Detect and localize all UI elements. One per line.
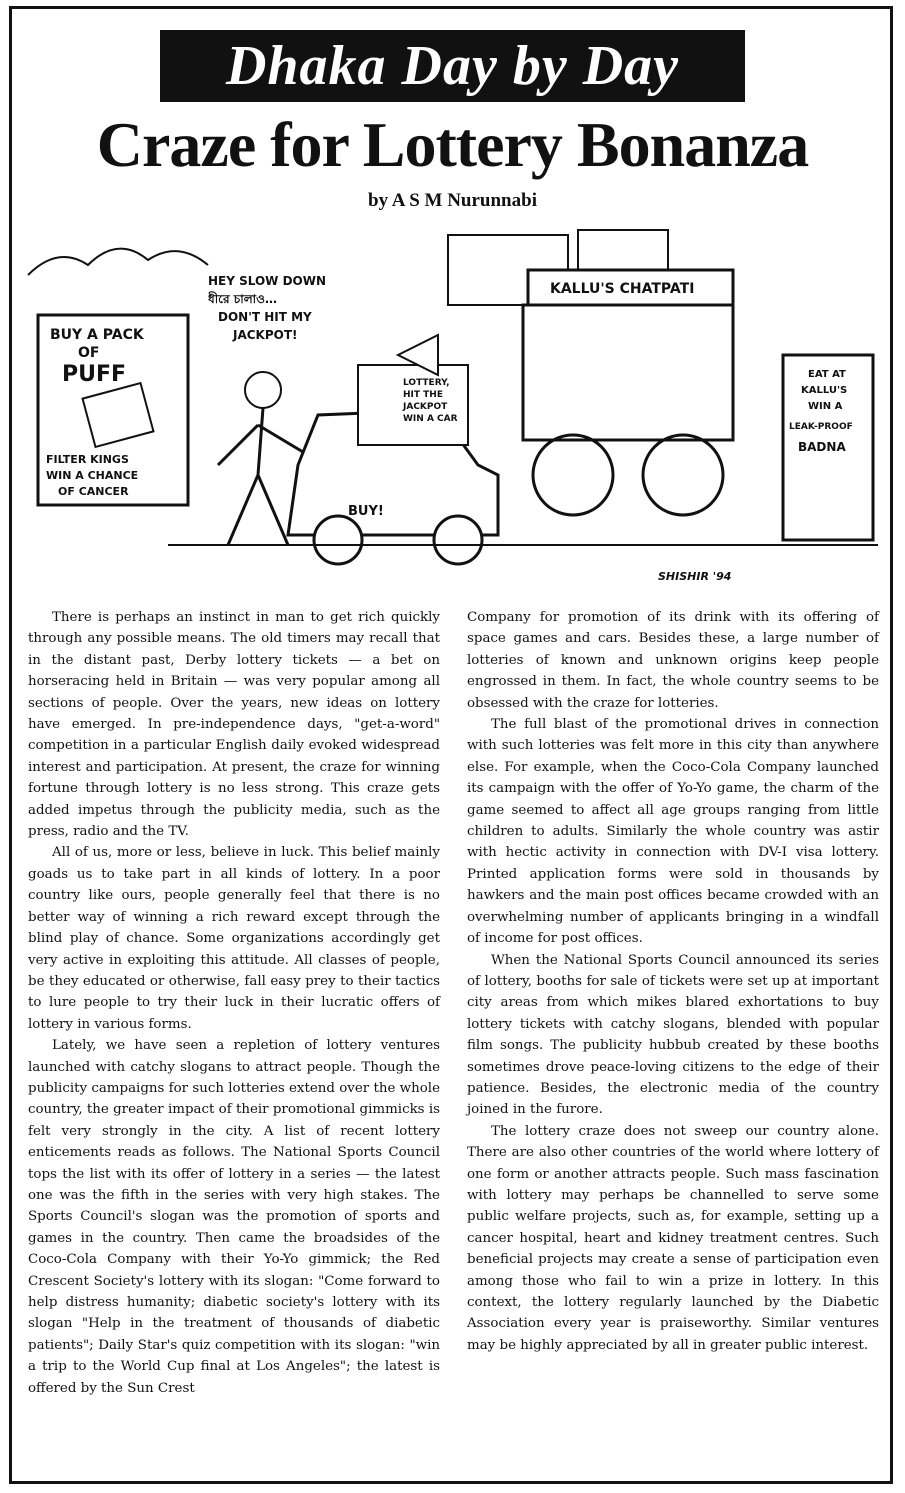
article-column-left	[28, 607, 440, 1399]
car-wheel	[434, 516, 482, 564]
headline: Craze for Lottery Bonanza	[96, 109, 809, 180]
poster-text: EAT AT	[808, 369, 846, 380]
speech-text: JACKPOT!	[233, 328, 298, 342]
poster-text: WIN A CHANCE	[46, 469, 139, 482]
article-paragraph: There is perhaps an instinct in man to get rich quickly through any possible means. The old timers may recall that in the distant past, Derby lottery tickets — a bet on horseracing held in Britain — was very popular among all sections of people. Over the years, new ideas on lottery have emerged. In pre-independence days, "get-a-word" competition in a particular English daily evoked widespread interest and participation. At present, the craze for winning fortune through lottery is no less strong. This craze gets added impetus through the publicity media, such as the press, radio and the TV.	[28, 610, 440, 840]
poster-text: KALLU'S	[801, 385, 848, 396]
poster-text: BUY A PACK	[50, 327, 144, 343]
car-sign-text: LOTTERY,	[403, 378, 450, 388]
article-paragraph: Lately, we have seen a repletion of lottery ventures launched with catchy slogans to attract people. Though the publicity campaigns for such lotteries extend over the whole country, the greater impact of their promotional gimmicks is felt very strongly in the city. A list of recent lottery enticements reads as follows. The National Sports Council tops the list with its offer of lottery in a series — the latest one was the fifth in the series with very high stakes. The Sports Council's slogan was the promotion of sports and games in the country. Then came the broadsides of the Coco-Cola Company with their Yo-Yo gimmick; the Red Crescent Society's lottery with its slogan: "Come forward to help distress humanity; diabetic society's lottery with its slogan "Help in the treatment of thousands of diabetic patients"; Daily Star's quiz competition with its slogan: "win a trip to the World Cup final at Los Angeles"; the latest is offered by the Sun Crest	[28, 1038, 440, 1396]
article-paragraph: When the National Sports Council announced its series of lottery, booths for sale of tickets were set up at important city areas from which mikes blared exhortations to buy lottery tickets with catchy slogans, blended with popular film songs. The publicity hubbub created by these booths sometimes drove peace-loving citizens to the edge of their patience. Besides, the electronic media of the country joined in the furore.	[467, 952, 879, 1118]
article-paragraph: All of us, more or less, believe in luck. This belief mainly goads us to take part in all kinds of lottery. In a poor country like ours, people generally feel that there is no better way of winning a rich reward except through the blind play of chance. Some organizations accordingly get very active in exploiting this attitude. All classes of people, be they educated or otherwise, fall easy prey to their tactics to lure people to try their luck in their lucratic offers of lottery in various forms.	[28, 845, 440, 1032]
building	[578, 230, 668, 270]
article-paragraph: The lottery craze does not sweep our country alone. There are also other countries of the world where lottery of one form or another attracts people. Such mass fascination with lottery may perhaps be channelled to serve some public welfare projects, such as, for example, setting up a cancer hospital, heart and kidney treatment centres. Such beneficial projects may create a sense of participation even among those who fail to win a prize in lottery. In this context, the lottery regularly launched by the Diabetic Association every year is praiseworthy. Similar ventures may be highly appreciated by all in greater public interest.	[467, 1123, 879, 1353]
poster-text: LEAK-PROOF	[789, 422, 853, 432]
column-banner: Dhaka Day by Day	[160, 30, 745, 102]
artist-signature: SHISHIR '94	[658, 570, 732, 583]
cart-wheel	[643, 435, 723, 515]
article-column-right	[467, 607, 879, 1356]
byline: by A S M Nurunnabi	[368, 190, 537, 211]
car-wheel	[314, 516, 362, 564]
poster-text: OF CANCER	[58, 485, 129, 498]
car-sign-text: WIN A CAR	[403, 414, 458, 424]
article-paragraph: The full blast of the promotional drives in connection with such lotteries was felt more in this city than anywhere else. For example, when the Coco-Cola Company launched its campaign with the offer of Yo-Yo game, the charm of the game seemed to affect all age groups ranging from little children to adults. Similarly the whole country was astir with hectic activity in connection with DV-I visa lottery. Printed application forms were sold in thousands by hawkers and the main post offices became crowded with an overwhelming number of applicants bringing in a windfall of income for post offices.	[467, 717, 879, 947]
car-sign-text: HIT THE	[403, 390, 443, 400]
cart-sign-text: KALLU'S CHATPATI	[550, 281, 695, 297]
poster-text: WIN A	[808, 401, 843, 412]
car-door-text: BUY!	[348, 504, 384, 519]
cartoon-illustration	[18, 215, 886, 600]
hills	[28, 249, 208, 275]
article-paragraph: Company for promotion of its drink with its offering of space games and cars. Besides these, a large number of lotteries of known and unknown origins keep people engrossed in them. In fact, the whole country seems to be obsessed with the craze for lotteries.	[467, 610, 879, 711]
speech-text: ধীরে চালাও…	[208, 292, 277, 306]
man-head	[245, 372, 281, 408]
poster-text: OF	[78, 345, 100, 361]
cart-wheel	[533, 435, 613, 515]
speech-text: DON'T HIT MY	[218, 310, 312, 324]
chatpati-cart	[523, 305, 733, 440]
speech-text: HEY SLOW DOWN	[208, 274, 327, 288]
poster-text: PUFF	[62, 362, 127, 387]
poster-text: FILTER KINGS	[46, 453, 129, 466]
car-sign-text: JACKPOT	[403, 402, 448, 412]
poster-text: BADNA	[798, 440, 846, 454]
